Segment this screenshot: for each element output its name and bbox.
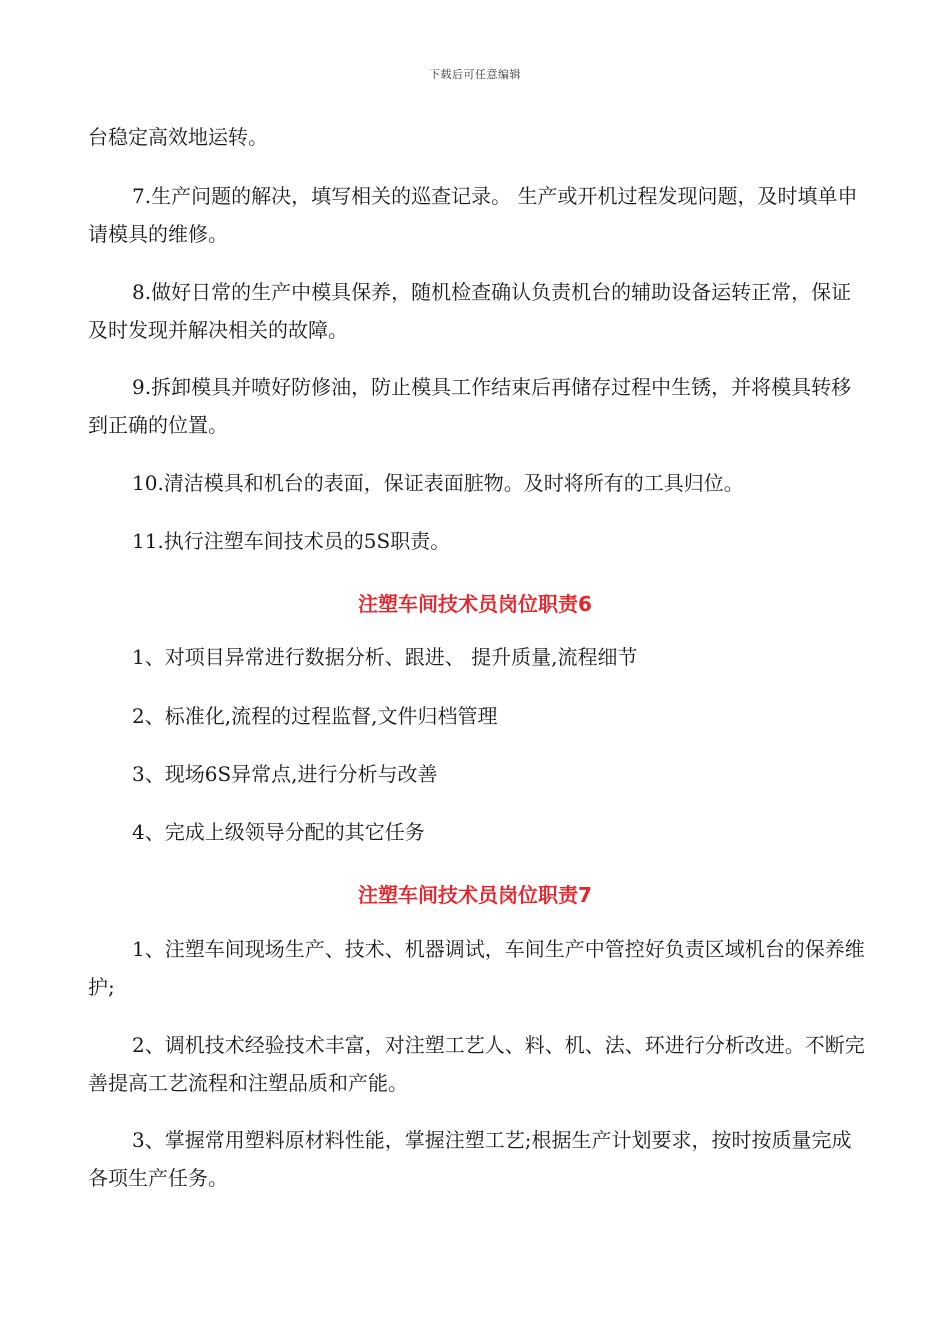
section-6-item: 4、完成上级领导分配的其它任务 (132, 820, 425, 844)
paragraph-item-11: 11.执行注塑车间技术员的5S职责。 (132, 529, 451, 553)
paragraph-item-10: 10.清洁模具和机台的表面，保证表面脏物。及时将所有的工具归位。 (132, 471, 744, 495)
section-7-item: 2、调机技术经验技术丰富，对注塑工艺人、料、机、法、环进行分析改进。不断完善提高工艺流程和注塑品质和产能。 (88, 1033, 865, 1095)
section-6-item: 3、现场6S异常点,进行分析与改善 (132, 762, 438, 786)
section-6-item: 2、标准化,流程的过程监督,文件归档管理 (132, 704, 498, 728)
paragraph-item-8: 8.做好日常的生产中模具保养，随机检查确认负责机台的辅助设备运转正常，保证及时发现并解决相关的故障。 (88, 280, 852, 342)
page-header: 下载后可任意编辑 (429, 68, 521, 81)
paragraph-continuation: 台稳定高效地运转。 (88, 125, 268, 149)
paragraph-item-7: 7.生产问题的解决，填写相关的巡查记录。 生产或开机过程发现问题，及时填单申请模具的维修。 (88, 184, 858, 246)
section-7-title: 注塑车间技术员岗位职责7 (358, 883, 592, 907)
section-6-item: 1、对项目异常进行数据分析、跟进、 提升质量,流程细节 (132, 645, 638, 669)
paragraph-item-9: 9.拆卸模具并喷好防修油，防止模具工作结束后再储存过程中生锈，并将模具转移到正确的位置。 (88, 375, 852, 437)
section-7-item: 1、注塑车间现场生产、技术、机器调试，车间生产中管控好负责区域机台的保养维护; (88, 937, 865, 999)
section-7-item: 3、掌握常用塑料原材料性能，掌握注塑工艺;根据生产计划要求，按时按质量完成各项生产任务。 (88, 1128, 852, 1190)
section-6-title: 注塑车间技术员岗位职责6 (358, 592, 592, 616)
